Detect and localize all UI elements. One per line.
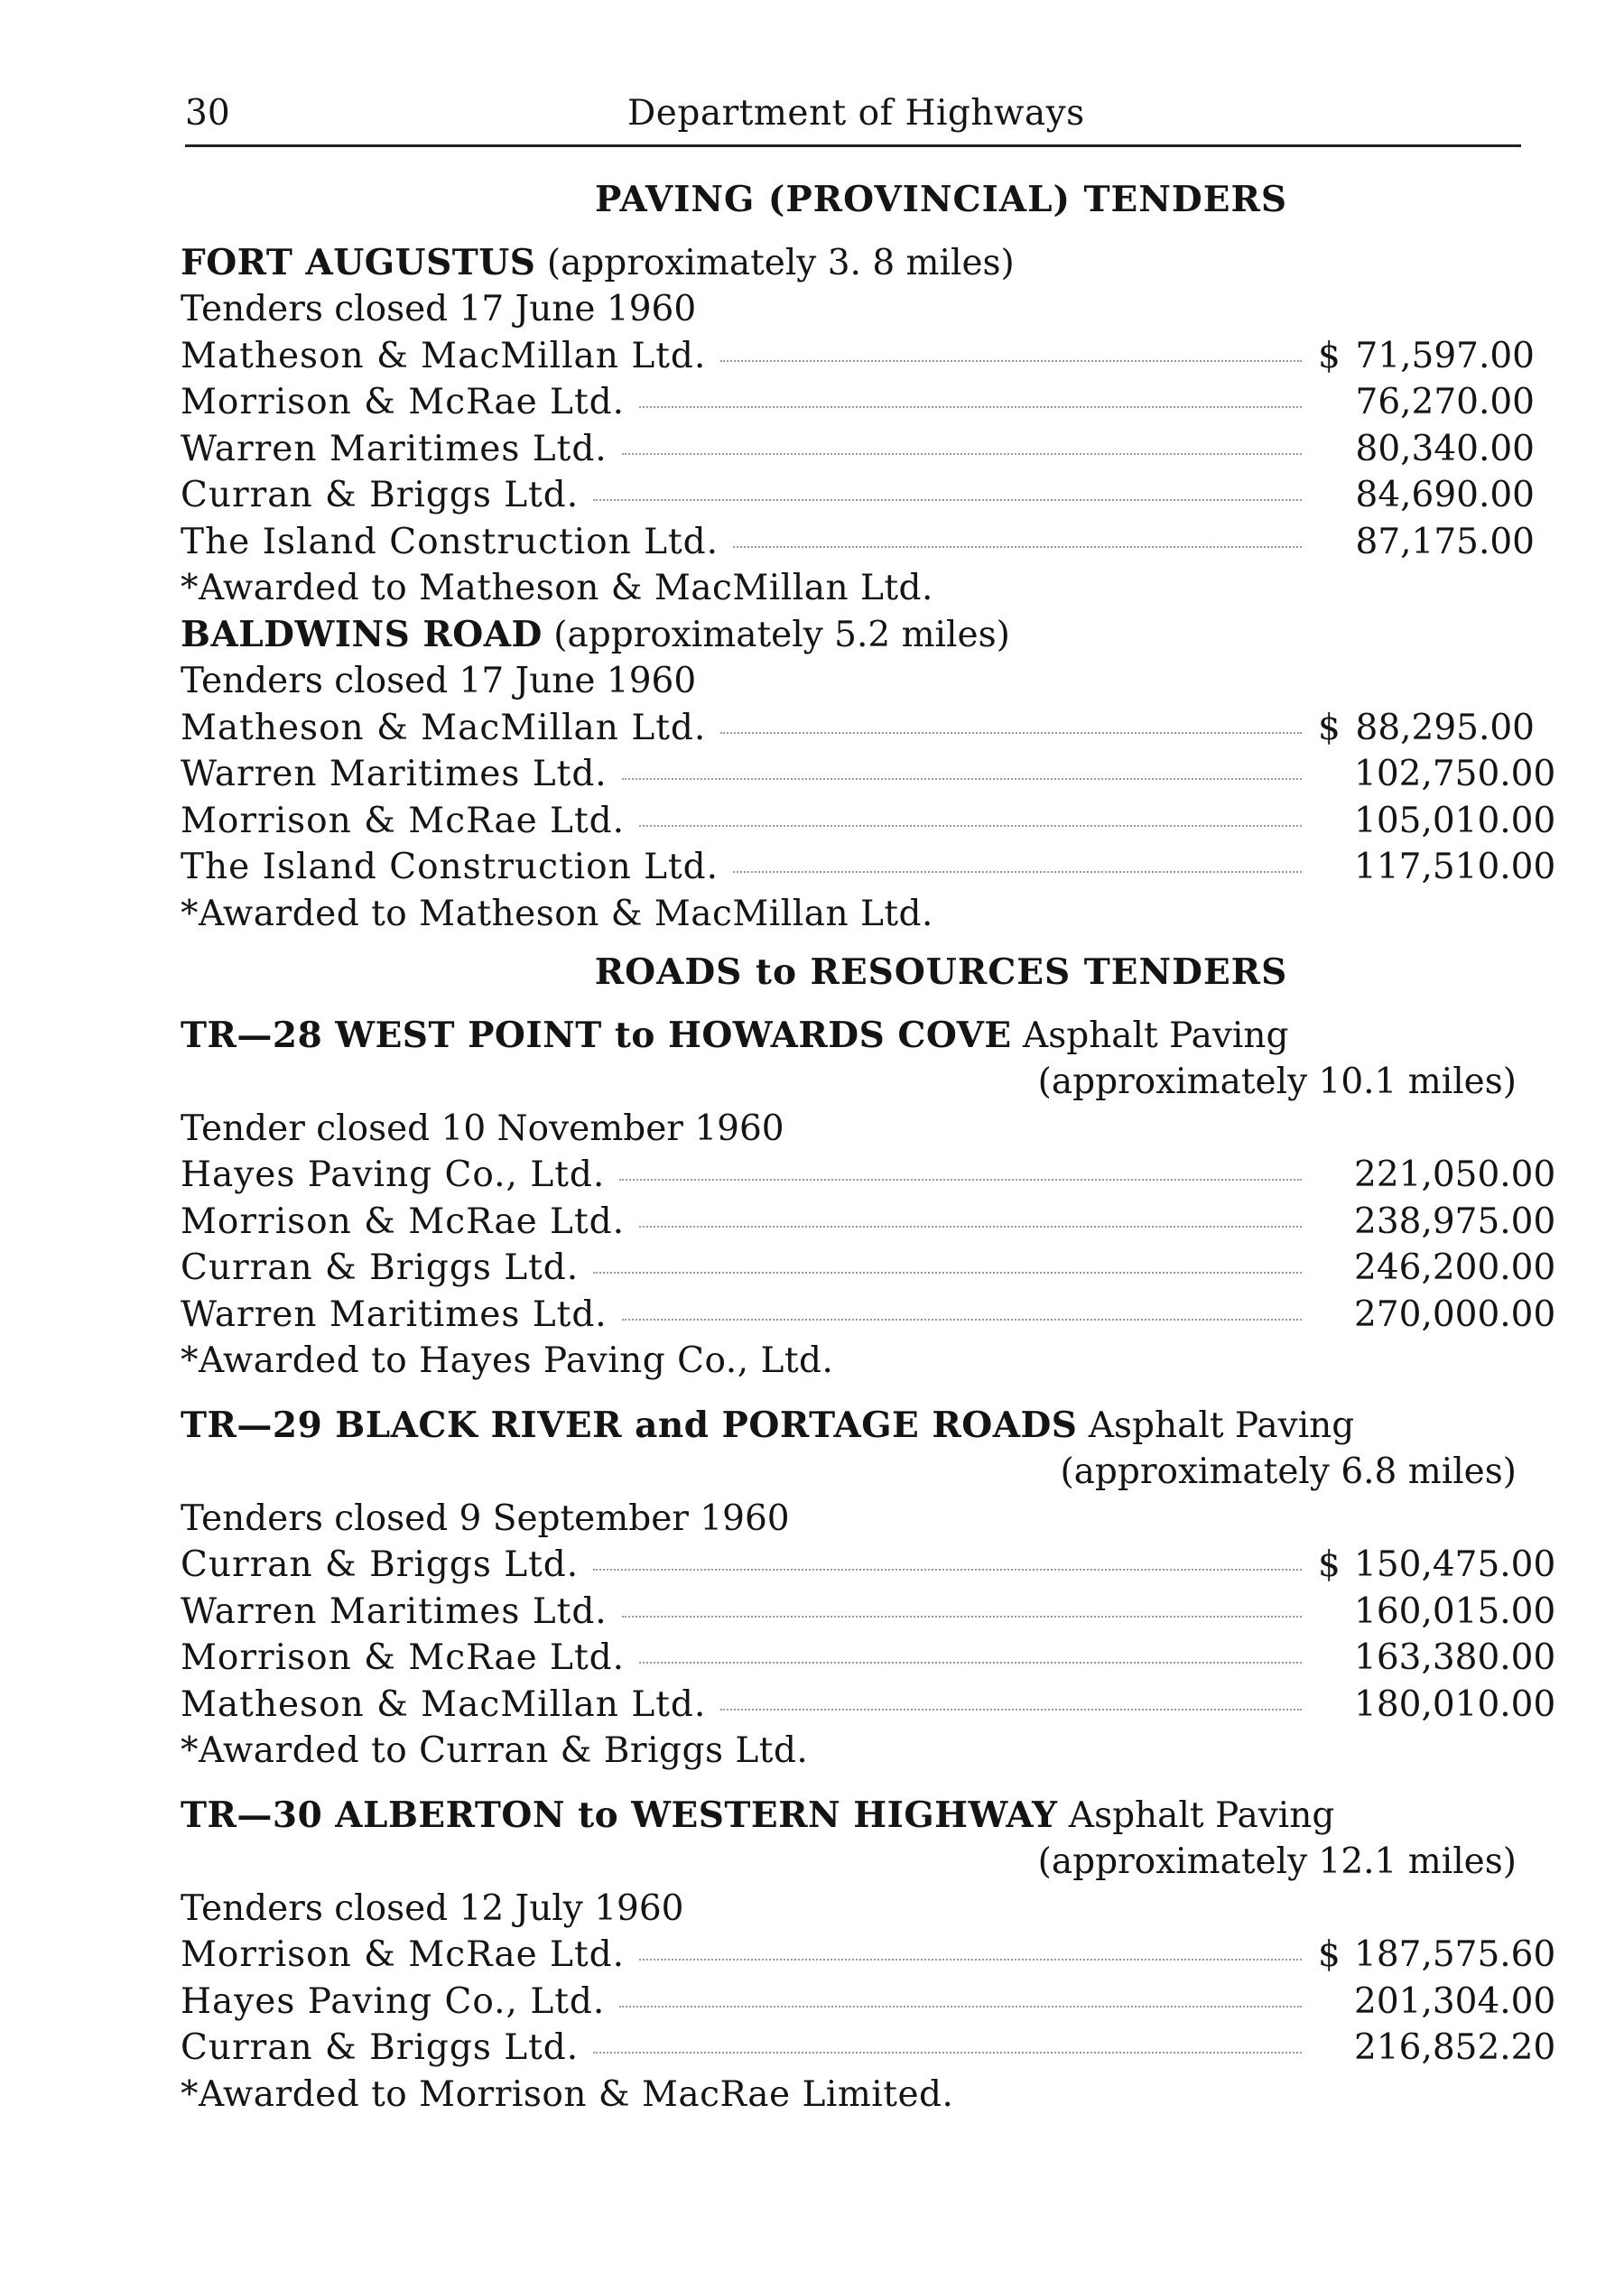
tender-closed-date: Tenders closed 9 September 1960 xyxy=(181,1497,790,1539)
bid-amount: 105,010.00 xyxy=(1354,800,1556,841)
bid-amount: 163,380.00 xyxy=(1354,1637,1556,1678)
project-title xyxy=(181,1013,1535,1060)
award-note: *Awarded to Curran & Briggs Ltd. xyxy=(181,1730,809,1771)
project-name: TR—29 BLACK RIVER and PORTAGE ROADS xyxy=(181,1404,1078,1446)
project-title xyxy=(181,240,1535,287)
tender-closed-date: Tenders closed 17 June 1960 xyxy=(181,289,697,329)
project-block xyxy=(181,1385,1556,1775)
bid-row xyxy=(181,844,1556,891)
dot-leader xyxy=(619,1179,1302,1181)
bid-amount: 238,975.00 xyxy=(1354,1201,1556,1242)
bidder-name: Curran & Briggs Ltd. xyxy=(181,475,580,515)
bid-row xyxy=(181,1589,1556,1636)
dot-leader xyxy=(639,825,1302,827)
tender-closed-date: Tenders closed 12 July 1960 xyxy=(181,1887,684,1929)
bidder-name: Matheson & MacMillan Ltd. xyxy=(181,1683,707,1725)
tender-section xyxy=(181,950,1556,2118)
tender-closed-date: Tender closed 10 November 1960 xyxy=(181,1108,784,1149)
dot-leader xyxy=(639,1226,1302,1228)
bid-row xyxy=(181,1245,1556,1292)
bid-amount: 221,050.00 xyxy=(1354,1154,1556,1195)
dollar-sign: $ xyxy=(1318,707,1341,748)
content-column xyxy=(181,177,1556,2118)
bidder-name: Morrison & McRae Ltd. xyxy=(181,1637,625,1678)
project-extent: (approximately 10.1 miles) xyxy=(1037,1062,1517,1102)
bid-row xyxy=(181,1542,1556,1589)
dot-leader xyxy=(619,2006,1302,2007)
bidder-name: Curran & Briggs Ltd. xyxy=(181,2027,580,2068)
bid-amount: 88,295.00 xyxy=(1355,707,1535,748)
bid-row xyxy=(181,798,1556,845)
dot-leader xyxy=(622,453,1302,455)
dollar-sign: $ xyxy=(1318,1934,1341,1975)
bidder-name: Warren Maritimes Ltd. xyxy=(181,1293,608,1335)
dot-leader xyxy=(593,1569,1302,1571)
bid-amount: 150,475.00 xyxy=(1354,1544,1556,1585)
project-extent: (approximately 6.8 miles) xyxy=(1060,1451,1517,1492)
bidder-name: The Island Construction Ltd. xyxy=(181,521,719,562)
block-spacer xyxy=(181,1775,1535,1793)
bid-amount: 71,597.00 xyxy=(1355,335,1535,376)
bidder-name: Morrison & McRae Ltd. xyxy=(181,1201,625,1242)
bidder-name: Morrison & McRae Ltd. xyxy=(181,382,625,422)
dot-leader xyxy=(720,732,1302,734)
bid-amount: 187,575.60 xyxy=(1354,1934,1556,1975)
bidder-name: Curran & Briggs Ltd. xyxy=(181,1247,580,1288)
project-extent: (approximately 12.1 miles) xyxy=(1037,1841,1517,1882)
bidder-name: Hayes Paving Co., Ltd. xyxy=(181,1154,606,1195)
bid-amount: 117,510.00 xyxy=(1354,847,1556,887)
bid-amount: 102,750.00 xyxy=(1354,754,1556,794)
bid-amount: 160,015.00 xyxy=(1354,1590,1556,1632)
dot-leader xyxy=(639,1959,1302,1961)
dot-leader xyxy=(639,1662,1302,1664)
bid-row xyxy=(181,1199,1556,1246)
bid-row xyxy=(181,519,1535,566)
dot-leader xyxy=(639,406,1302,408)
bid-row xyxy=(181,1932,1556,1979)
bid-row xyxy=(181,472,1535,519)
dot-leader xyxy=(593,2052,1302,2054)
bid-amount: 246,200.00 xyxy=(1354,1247,1556,1288)
bid-row xyxy=(181,1682,1556,1729)
tender-closed-date: Tenders closed 17 June 1960 xyxy=(181,661,697,701)
bid-row xyxy=(181,751,1556,798)
award-note: *Awarded to Hayes Paving Co., Ltd. xyxy=(181,1340,834,1381)
project-name: BALDWINS ROAD xyxy=(181,613,543,655)
bid-amount: 76,270.00 xyxy=(1355,382,1535,422)
bid-amount: 270,000.00 xyxy=(1354,1293,1556,1335)
bidder-name: The Island Construction Ltd. xyxy=(181,847,719,887)
bid-row xyxy=(181,1979,1556,2026)
bid-amount: 180,010.00 xyxy=(1354,1683,1556,1725)
bidder-name: Matheson & MacMillan Ltd. xyxy=(181,707,707,748)
dollar-sign: $ xyxy=(1318,1544,1341,1585)
bid-amount: 201,304.00 xyxy=(1354,1980,1556,2022)
award-note: *Awarded to Morrison & MacRae Limited. xyxy=(181,2073,954,2115)
project-name: FORT AUGUSTUS xyxy=(181,241,536,283)
project-description: Asphalt Paving xyxy=(1023,1015,1289,1056)
section-heading: PAVING (PROVINCIAL) TENDERS xyxy=(594,179,1288,220)
block-spacer xyxy=(181,1385,1535,1403)
project-title xyxy=(181,1793,1535,1840)
bidder-name: Warren Maritimes Ltd. xyxy=(181,1590,608,1632)
bid-row xyxy=(181,1292,1556,1339)
project-description: (approximately 5.2 miles) xyxy=(553,614,1010,655)
dot-leader xyxy=(622,778,1302,780)
award-note: *Awarded to Matheson & MacMillan Ltd. xyxy=(181,893,933,934)
bid-row xyxy=(181,379,1535,426)
project-title xyxy=(181,612,1535,659)
bidder-name: Matheson & MacMillan Ltd. xyxy=(181,335,707,376)
project-block xyxy=(181,240,1535,612)
bidder-name: Warren Maritimes Ltd. xyxy=(181,428,608,469)
bid-amount: 216,852.20 xyxy=(1354,2027,1556,2068)
tender-section xyxy=(181,177,1556,937)
bid-row xyxy=(181,705,1535,752)
bidder-name: Curran & Briggs Ltd. xyxy=(181,1544,580,1585)
dot-leader xyxy=(720,1709,1302,1711)
bid-amount: 80,340.00 xyxy=(1355,428,1535,469)
bidder-name: Warren Maritimes Ltd. xyxy=(181,754,608,794)
project-title xyxy=(181,1403,1535,1450)
bid-row xyxy=(181,1635,1556,1682)
bid-row xyxy=(181,426,1535,473)
project-block xyxy=(181,1775,1556,2119)
dot-leader xyxy=(622,1319,1302,1321)
award-note: *Awarded to Matheson & MacMillan Ltd. xyxy=(181,568,933,608)
running-head: Department of Highways xyxy=(627,93,1085,134)
dot-leader xyxy=(733,546,1302,548)
dollar-sign: $ xyxy=(1318,335,1341,376)
bid-amount: 87,175.00 xyxy=(1355,521,1535,562)
page-number: 30 xyxy=(185,93,230,134)
page-header xyxy=(185,90,1521,147)
project-name: TR—28 WEST POINT to HOWARDS COVE xyxy=(181,1014,1012,1056)
bidder-name: Morrison & McRae Ltd. xyxy=(181,800,625,841)
project-block xyxy=(181,1013,1556,1385)
project-block xyxy=(181,612,1556,938)
section-heading: ROADS to RESOURCES TENDERS xyxy=(594,951,1288,993)
dot-leader xyxy=(593,1272,1302,1274)
bid-amount: 84,690.00 xyxy=(1355,475,1535,515)
bidder-name: Hayes Paving Co., Ltd. xyxy=(181,1980,606,2022)
project-description: Asphalt Paving xyxy=(1088,1405,1355,1446)
project-description: (approximately 3. 8 miles) xyxy=(546,242,1015,283)
project-name: TR—30 ALBERTON to WESTERN HIGHWAY xyxy=(181,1794,1058,1836)
bid-row xyxy=(181,333,1535,380)
bidder-name: Morrison & McRae Ltd. xyxy=(181,1934,625,1975)
project-description: Asphalt Paving xyxy=(1068,1794,1335,1836)
dot-leader xyxy=(593,499,1302,501)
bid-row xyxy=(181,2025,1556,2072)
dot-leader xyxy=(733,871,1302,873)
bid-row xyxy=(181,1152,1556,1199)
dot-leader xyxy=(720,360,1302,362)
dot-leader xyxy=(622,1616,1302,1618)
